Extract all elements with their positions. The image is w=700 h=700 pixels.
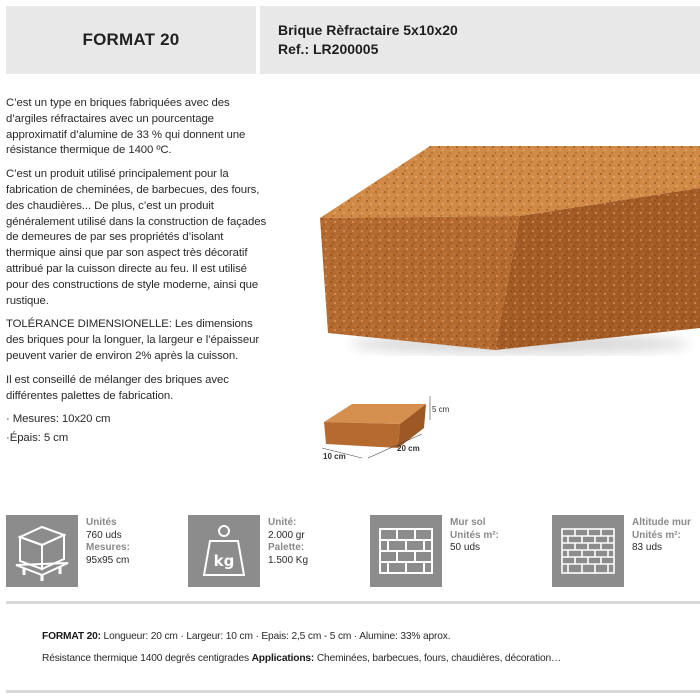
weight-icon [188,515,260,587]
brick-photo [320,118,700,358]
product-header [260,6,700,74]
spec-value: 1.500 Kg [268,554,309,566]
brick-wall-icon [370,515,442,587]
footer-dimensions: Longueur: 20 cm · Largeur: 10 cm · Epais: 2,5 cm - 5 cm · Alumine: 33% aprox. [100,631,451,642]
spec-label: Altitude mur [632,517,691,528]
spec-label: Mesures: [86,542,130,553]
spec-label: Unités m²: [450,529,499,541]
pallet-icon [6,515,78,587]
product-name: Brique Rèfractaire 5x10x20 [278,22,458,38]
footer-spec-line [42,631,450,642]
spec-label: Palette: [268,542,305,553]
description-paragraph: C’est un produit utilisé principalement pour la fabrication de cheminées, de barbecues, des fours, des chaudières... De plus, c’est un produit généralement utilisé dans la construction de façades de demeures de par ses propriétés d’isolant thermique ainsi que par son aspect très décoratif attribué par la cuisson directe au feu. Il est utilisé pour des constructions de style moderne, ainsi que rustique. [6,168,267,307]
format-header [6,6,256,74]
footer-applications-line [42,653,561,664]
product-description [6,96,272,450]
description-paragraph: TOLÉRANCE DIMENSIONELLE: Les dimensions des briques pour la longuer, la largeur e l’épaisseur peuvent varier de environ 2% après la cuisson. [6,318,260,362]
footer-resistance: Résistance thermique 1400 degrés centigrades [42,653,252,664]
spec-value: 50 uds [450,542,481,553]
measures-line: · Mesures: 10x20 cm [6,413,111,426]
brick-wall-icon [552,515,624,587]
footer-format-label: FORMAT 20: [42,631,101,642]
spec-value: 760 uds [86,529,122,541]
width-dimension-label: 10 cm [323,452,346,461]
description-paragraph: Il est conseillé de mélanger des briques avec différentes palettes de fabrication. [6,373,229,402]
format-title: FORMAT 20 [82,30,180,49]
divider [6,601,700,604]
spec-wall-altitude [552,515,700,595]
spec-label: Mur sol [450,517,486,528]
length-dimension-label: 20 cm [397,444,420,453]
footer-applications-label: Applications: [251,653,315,664]
description-paragraph: C’est un type en briques fabriquées avec des d’argiles réfractaires avec un pourcentage approximatif d’alumine de 33 % qui donnent une résistance thermique de 1400 ºC. [6,97,246,157]
footer-applications: Cheminées, barbecues, fours, chaudières, décoration… [314,653,562,664]
height-dimension-label: 5 cm [432,405,450,414]
spec-pallet [6,515,176,595]
spec-value: 83 uds [632,542,663,553]
spec-label: Unité: [268,517,297,528]
product-reference: Ref.: LR200005 [278,41,379,57]
divider [6,690,700,693]
spec-value: 2.000 gr [268,529,305,541]
thickness-line: ·Épais: 5 cm [6,432,69,445]
spec-label: Unités [86,517,117,528]
spec-weight [188,515,358,595]
spec-wall-floor [370,515,540,595]
spec-label: Unités m²: [632,529,681,541]
spec-value: 95x95 cm [86,554,130,566]
svg-text:kg: kg [213,552,235,570]
